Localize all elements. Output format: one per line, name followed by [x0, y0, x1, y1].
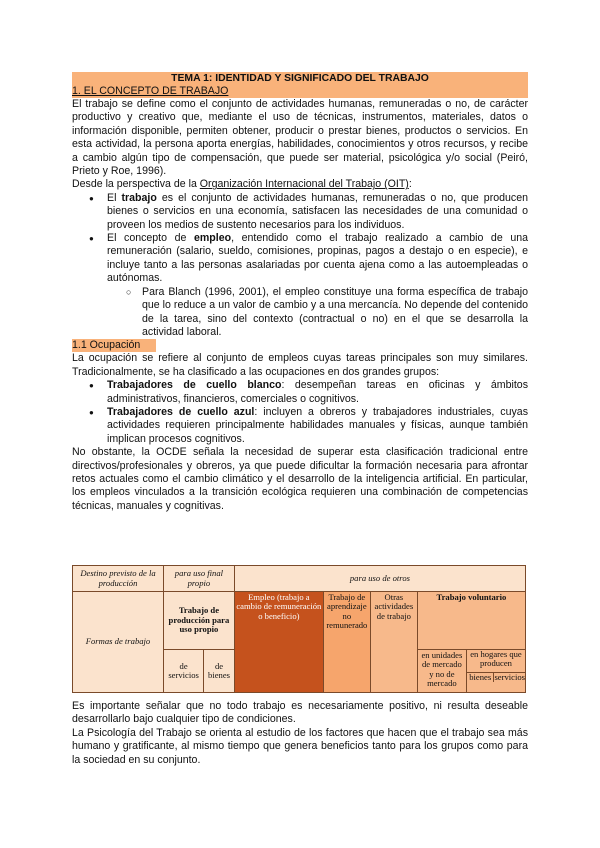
forms-of-work-table [72, 565, 526, 693]
table-cell-unidades-mercado: en unidades de mercado y no de mercado [417, 650, 466, 693]
table-cell-aprendizaje: Trabajo de aprendizaje no remunerado [323, 592, 370, 693]
paragraph-5: Es importante señalar que no todo trabajo es necesariamente positivo, ni resulta deseable desarrollarlo bajo cualquier tipo de condiciones. [72, 700, 528, 726]
bullet-trabajo-pre: El [107, 191, 122, 204]
bullet-list-2 [72, 379, 528, 446]
bullet-cuello-azul [72, 406, 528, 446]
document-page [72, 72, 528, 513]
document-bottom [72, 700, 528, 767]
table-cell-hogares [466, 650, 525, 693]
table-cell-voluntario: Trabajo voluntario [417, 592, 525, 650]
section-heading-1-text: 1. EL CONCEPTO DE TRABAJO [72, 85, 229, 97]
bullet-empleo [72, 232, 528, 286]
table-cell-produccion-propia: Trabajo de producción para uso propio [164, 592, 235, 650]
bullet-cuello-blanco [72, 379, 528, 406]
table-cell-bienes: de bienes [204, 650, 235, 693]
table-cell-hogares-servicios: servicios [494, 672, 525, 682]
sub-bullet-blanch: ○ Para Blanch (1996, 2001), el empleo constituye una forma específica de trabajo que lo reduce a un valor de cambio y a una mercancía. No depende del contenido de la tarea, sino del contexto (contractual o no) en el que se desarrolla la actividad laboral. [72, 286, 528, 340]
bullet-cuello-blanco-post: : desempeñan tareas en oficinas y ámbitos administrativos, financieros, comerciales o cognitivos. [107, 379, 528, 405]
bullet-cuello-blanco-bold: Trabajadores de cuello blanco [107, 379, 282, 392]
table-row-label: Formas de trabajo [73, 592, 164, 693]
paragraph-3: La ocupación se refiere al conjunto de empleos cuyas tareas principales son muy similares. Tradicionalmente, se ha clasificado a las ocupaciones en dos grandes grupos: [72, 352, 528, 378]
table-cell-servicios: de servicios [164, 650, 204, 693]
bullet-trabajo [72, 192, 528, 232]
table-cell-empleo: Empleo (trabajo a cambio de remuneración o beneficio) [234, 592, 323, 693]
bullet-empleo-bold: empleo [194, 232, 232, 245]
table-cell-hogares-bienes: bienes [467, 673, 494, 682]
oit-link: Organización Internacional del Trabajo (OIT) [199, 178, 409, 191]
paragraph-2 [72, 178, 528, 191]
paragraph-4: No obstante, la OCDE señala la necesidad de superar esta clasificación tradicional entre directivos/profesionales y obreros, ya que puede dificultar la formación necesaria para afrontar retos actuales como el cambio climático y el desarrollo de la inteligencia artificial. En particular, los empleos vinculados a la transición ecológica requieren una combinación de competencias técnicas, manuales y cognitivas. [72, 446, 528, 512]
paragraph-2-pre: Desde la perspectiva de la [72, 178, 200, 191]
table-cell-otras: Otras actividades de trabajo [370, 592, 417, 693]
bullet-cuello-azul-bold: Trabajadores de cuello azul [107, 405, 255, 418]
table-header-uso-otros: para uso de otros [234, 566, 525, 592]
table-header-destino: Destino previsto de la producción [73, 566, 164, 592]
page-title: TEMA 1: IDENTIDAD Y SIGNIFICADO DEL TRABAJO [72, 72, 528, 85]
table-cell-hogares-split [467, 673, 525, 682]
paragraph-6: La Psicología del Trabajo se orienta al estudio de los factores que hacen que el trabajo sea más humano y gratificante, al mismo tiempo que genera beneficios tanto para los grupos como para la sociedad en su conjunto. [72, 726, 528, 766]
bullet-empleo-pre: El concepto de [107, 232, 194, 245]
section-heading-1 [72, 85, 528, 98]
bullet-empleo-post: , entendido como el trabajo realizado a cambio de una remuneración (salario, sueldo, comisiones, propinas, pagos a destajo o en especie), e incluye tanto a las personas asalariadas por cuenta ajena como a las autoempleadas o autónomas. [107, 232, 528, 285]
bullet-trabajo-bold: trabajo [121, 191, 157, 204]
paragraph-2-post: : [408, 178, 412, 191]
bullet-list-1 [72, 192, 528, 339]
table-cell-hogares-label: en hogares que producen [467, 650, 525, 673]
paragraph-1: El trabajo se define como el conjunto de actividades humanas, remuneradas o no, de carácter productivo y creativo que, mediante el uso de técnicas, instrumentos, materiales, datos o información disponible, permiten obtener, producir o prestar bienes, productos o servicios. En esta actividad, la persona aporta energías, habilidades, conocimientos y otros recursos, y recibe a cambio algún tipo de compensación, que puede ser material, psicológica y/o social (Peiró, Prieto y Roe, 1996). [72, 98, 528, 178]
table-header-uso-propio: para uso final propio [164, 566, 235, 592]
bullet-cuello-azul-post: : incluyen a obreros y trabajadores industriales, cuyas actividades requieren principalmente habilidades manuales y físicas, aunque también implican procesos cognitivos. [107, 405, 528, 445]
bullet-trabajo-post: es el conjunto de actividades humanas, remuneradas o no, que producen bienes o servicios en una economía, satisfacen las necesidades de una comunidad o proveen los medios de sustento necesarios para los individuos. [107, 191, 528, 231]
section-heading-1-1: 1.1 Ocupación [72, 339, 156, 352]
